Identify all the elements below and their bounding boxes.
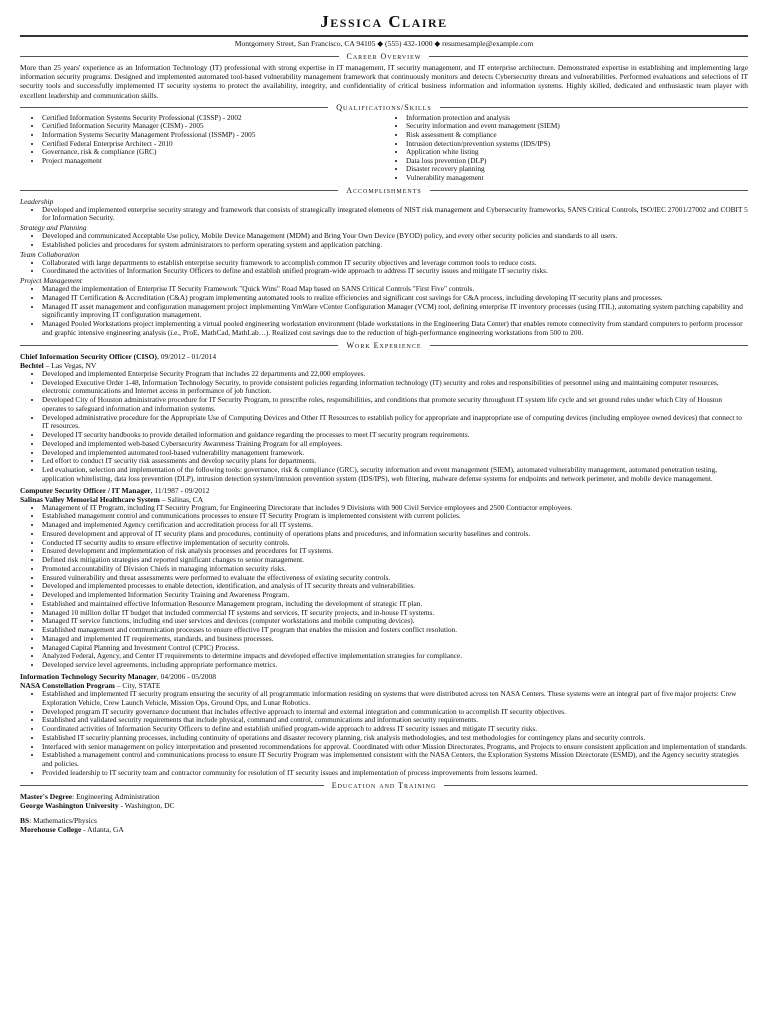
skill-item: • Information Systems Security Management Professional (ISSMP) - 2005	[42, 131, 384, 140]
job-title-line	[20, 486, 748, 495]
accomplishment-item: • Developed and communicated Acceptable Use policy, Mobile Device Management (MDM) and Bring Your Own Device (BYOD) policy, and every other security policies and standards to all users.	[42, 232, 748, 241]
skills-columns	[20, 114, 748, 183]
job-bullet: • Developed City of Houston administrative procedure for IT Security Program, to prescribe roles, responsibilities, and conditions that promote security throughout IT system life cycle and set ground rules under which City of Houston operates to safeguard information and information systems.	[42, 396, 748, 414]
job-title-line	[20, 352, 748, 361]
school-line	[20, 801, 748, 810]
accomplishment-item: • Managed the implementation of Enterprise IT Security Framework "Quick Wins" Road Map based on SANS Critical Controls "First Five" controls.	[42, 285, 748, 294]
accomplishment-item: • Managed Pooled Workstations project implementing a virtual pooled engineering workstation environment (blade workstations in the Engineering Data Center) that enables remote connectivity from standard computers to perform processor and graphic intensive engineering analysis (i.e., ProE, MathCad, MathLab…). Realized cost savings due to the reduction of high-performance engineering workstations from 500 to 200.	[42, 320, 748, 338]
job-title: Chief Information Security Officer (CISO)	[20, 351, 157, 361]
phone: (555) 432-1000	[385, 39, 433, 48]
skill-item: • Governance, risk & compliance (GRC)	[42, 148, 384, 157]
job-bullet: • Developed service level agreements, including appropriate performance metrics.	[42, 661, 748, 670]
accomplishment-category: Strategy and Planning	[20, 223, 87, 233]
skill-item: • Certified Information Systems Security Professional (CISSP) - 2002	[42, 114, 384, 123]
degree-label: Master's Degree	[20, 791, 73, 801]
job-bullet: • Ensured vulnerability and threat assessments were performed to evaluate the effectiveness of existing security controls.	[42, 574, 748, 583]
job-bullet: • Defined risk mitigation strategies and reported significant changes to senior management.	[42, 556, 748, 565]
job-title: Information Technology Security Manager	[20, 671, 157, 681]
job-bullet: • Developed and implemented Information Security Training and Awareness Program.	[42, 591, 748, 600]
accomplishment-item: • Coordinated the activities of Information Security Officers to define and establish unified program-wide approach to address IT security issues and mitigate IT security risks.	[42, 267, 748, 276]
accomplishment-category: Leadership	[20, 196, 54, 206]
degree-field: : Engineering Administration	[72, 791, 160, 801]
job-title-line	[20, 672, 748, 681]
degree-label: BS	[20, 816, 30, 826]
job-title: Computer Security Officer / IT Manager	[20, 485, 151, 495]
job-bullet: • Managed 10 million dollar IT budget that included commercial IT systems and services, IT security projects, and in-house IT systems.	[42, 609, 748, 618]
job-bullet: • Conducted IT security audits to ensure effective implementation of security controls.	[42, 539, 748, 548]
email: resumesample@example.com	[442, 39, 534, 48]
job-bullet: • Developed Executive Order 1-48, Information Technology Security, to provide consistent policies regarding information technology (IT) security and roles and responsibilities of personnel using and maintaining computer resources, electronic communications and Internet access in performance of job function.	[42, 379, 748, 397]
skill-item: • Project management	[42, 157, 384, 166]
accomplishment-item: • Managed IT asset management and configuration management project implementing VmWare vCenter Configuration Manager (VCM) tool, defining enterprise IT inventory processes (using ITIL), automating system patching capability and significantly improving IT configuration management.	[42, 303, 748, 321]
job-bullet: • Developed and implemented automated tool-based vulnerability management framework.	[42, 449, 748, 458]
job-bullet: • Led evaluation, selection and implementation of the following tools: governance, risk & compliance (GRC), security information and event management (SIEM), automated vulnerability management, automated penetration testing, application whitelisting, data loss prevention (DLP), intrusion detection system/intrusion prevention system (IDS/IPS), web filtering, malware defense systems for endpoints and network perimeter, and mobile device management.	[42, 466, 748, 484]
degree-line	[20, 816, 748, 825]
job-bullet-list	[20, 370, 748, 484]
accomplishment-category: Project Management	[20, 276, 82, 286]
job-bullet: • Established IT security planning processes, including continuity of operations and disaster recovery planning, risk analysis methodologies, and test methodologies for contingency plans and security controls.	[42, 734, 748, 743]
school-name: Morehouse College	[20, 825, 82, 835]
address: Montgomery Street, San Francisco, CA 94105	[234, 39, 376, 48]
skill-item: • Intrusion detection/prevention systems (IDS/IPS)	[406, 140, 748, 149]
job-bullet: • Analyzed Federal, Agency, and Center IT requirements to determine impacts and developed effective implementation strategies for compliance.	[42, 652, 748, 661]
job-bullet: • Established a management control and communications process to ensure IT Security Program was implemented consistent with the NASA Centers, the Exploration Systems Mission Directorate (ESMD), and the Agency security strategies and policies.	[42, 751, 748, 769]
job-bullet: • Managed IT service functions, including end user services and devices (computer workstations and mobile computing devices).	[42, 617, 748, 626]
job-bullet: • Developed and implemented processes to enable detection, identification, and analysis of IT security threats and vulnerabilities.	[42, 582, 748, 591]
job-bullet-list	[20, 504, 748, 670]
job-bullet: • Led effort to conduct IT security risk assessments and develop security plans for departments.	[42, 457, 748, 466]
job-bullet: • Managed and implemented Agency certification and accreditation process for all IT systems.	[42, 521, 748, 530]
accomplishment-item: • Developed and implemented enterprise security strategy and framework that consists of strategically integrated elements of NIST risk management and Cybersecurity frameworks, SANS Critical Controls, ISO/IEC 27001/27002 and COBIT 5 for Information Security.	[42, 206, 748, 224]
job-dates: , 11/1987 - 09/2012	[150, 485, 210, 495]
job-bullet-list	[20, 690, 748, 778]
job-bullet: • Managed Capital Planning and Investment Control (CPIC) Process.	[42, 644, 748, 653]
accomplishment-item: • Managed IT Certification & Accreditation (C&A) program implementing automated tools to realize efficiencies and significant cost savings for C&A process, including developing IT security plans and processes.	[42, 294, 748, 303]
job-bullet: • Established management control and communications processes to ensure IT Security Program is implemented consistent with current policies.	[42, 512, 748, 521]
skill-item: • Security information and event management (SIEM)	[406, 122, 748, 131]
job-bullet: • Interfaced with senior management on policy interpretation and presented recommendations for approval. Coordinated with other Mission Directorates, Programs, and Projects to ensure consistent application and implementation of standards.	[42, 743, 748, 752]
skill-item: • Disaster recovery planning	[406, 165, 748, 174]
section-header-experience: Work Experience	[20, 341, 748, 350]
school-line	[20, 825, 748, 834]
employer-name: NASA Constellation Program	[20, 681, 115, 691]
candidate-name: Jessica Claire	[320, 12, 448, 31]
job-bullet: • Coordinated activities of Information Security Officers to define and establish unified program-wide approach to address IT security issues and mitigate IT security risks.	[42, 725, 748, 734]
skill-item: • Vulnerability management	[406, 174, 748, 183]
skill-item: • Data loss prevention (DLP)	[406, 157, 748, 166]
accomplishment-list	[20, 232, 748, 250]
skills-left-list	[20, 114, 384, 183]
job-bullet: • Developed and implemented web-based Cybersecurity Awareness Training Program for all employees.	[42, 440, 748, 449]
job-bullet: • Established and maintained effective Information Resource Management program, including the development of strategic IT plan.	[42, 600, 748, 609]
job-bullet: • Developed program IT security governance document that includes effective approach to internal and external integration and communication to accomplish IT security objectives.	[42, 708, 748, 717]
header-rule	[20, 35, 748, 37]
skill-item: • Certified Federal Enterprise Architect - 2010	[42, 140, 384, 149]
job-bullet: • Provided leadership to IT security team and contractor community for resolution of IT security issues and implementation of process improvements from lessons learned.	[42, 769, 748, 778]
skill-item: • Application white listing	[406, 148, 748, 157]
job-bullet: • Established management and communication processes to ensure effective IT program that enables the mission and fosters conflict resolution.	[42, 626, 748, 635]
job-bullet: • Established and implemented IT security program ensuring the security of all programmatic information residing on systems that were distributed across ten NASA Centers. These systems were an integral part of five major projects: Crew Exploration Vehicle, Crew Launch Vehicle, Mission Ops, Ground Ops, and Lunar Robotics.	[42, 690, 748, 708]
section-header-education: Education and Training	[20, 781, 748, 790]
degree-field: : Mathematics/Physics	[29, 816, 97, 826]
skill-item: • Certified Information Security Manager (CISM) - 2005	[42, 122, 384, 131]
school-location: - Washington, DC	[118, 800, 175, 810]
job-bullet: • Promoted accountability of Division Chiefs in managing information security risks.	[42, 565, 748, 574]
section-header-overview: Career Overview	[20, 52, 748, 61]
accomplishment-item: • Established policies and procedures for system administrators to perform operating system and application patching.	[42, 241, 748, 250]
career-overview-text: More than 25 years' experience as an Information Technology (IT) professional with strong expertise in IT management, IT security management, and IT enterprise architecture. Demonstrated expertise in establishing and implementing large information security programs. Designed and implemented automated tool-based vulnerability management framework that continuously monitors and detects Cybersecurity threats and vulnerabilities. Performed evaluations and selections of IT security tools and successfully implemented IT security systems to protect the availability, integrity, and confidentiality of critical business information and information systems. Highly skilled, dedicated and enthusiastic team player with excellent leadership and communication skills.	[20, 63, 748, 100]
contact-separator: ◆	[434, 39, 441, 48]
job-bullet: • Ensured development and implementation of risk analysis processes and procedures for IT systems.	[42, 547, 748, 556]
education-block	[20, 792, 748, 835]
employer-location: – Las Vegas, NV	[43, 360, 97, 370]
school-location: - Atlanta, GA	[81, 825, 124, 835]
employer-name: Bechtel	[20, 360, 44, 370]
degree-line	[20, 792, 748, 801]
accomplishment-list	[20, 259, 748, 277]
job-dates: , 09/2012 - 01/2014	[156, 351, 217, 361]
accomplishment-list	[20, 285, 748, 338]
skill-item: • Risk assessment & compliance	[406, 131, 748, 140]
section-header-accomplishments: Accomplishments	[20, 186, 748, 195]
employer-location: – City, STATE	[114, 681, 161, 691]
section-header-skills: Qualifications/Skills	[20, 103, 748, 112]
accomplishments-block	[20, 197, 748, 338]
contact-separator: ◆	[377, 39, 384, 48]
accomplishment-item: • Collaborated with large departments to establish enterprise security framework to accomplish common IT security objectives and leverage common tools to reduce costs.	[42, 259, 748, 268]
resume-page	[20, 0, 748, 834]
skills-right-list	[384, 114, 748, 183]
job-bullet: • Developed and implemented Enterprise Security Program that includes 22 departments and 22,000 employees.	[42, 370, 748, 379]
accomplishment-list	[20, 206, 748, 224]
school-name: George Washington University	[20, 800, 119, 810]
job-bullet: • Developed IT security handbooks to provide detailed information and guidance regarding the processes to meet IT security program requirements.	[42, 431, 748, 440]
employer-name: Salinas Valley Memorial Healthcare System	[20, 494, 160, 504]
job-bullet: • Established and validated security requirements that include physical, command and control, communications and information security requirements.	[42, 716, 748, 725]
job-bullet: • Managed and implemented IT requirements, standards, and business processes.	[42, 635, 748, 644]
job-bullet: • Ensured development and approval of IT security plans and procedures, continuity of operations plans and procedures, and information security baselines and controls.	[42, 530, 748, 539]
job-bullet: • Developed administrative procedure for the Appropriate Use of Computing Devices and Other IT Resources to establish policy for appropriate and inappropriate use of computing devices (including employee owned devices) that connect to IT resources.	[42, 414, 748, 432]
employer-location: – Salinas, CA	[159, 494, 204, 504]
skill-item: • Information protection and analysis	[406, 114, 748, 123]
contact-line	[20, 39, 748, 49]
work-experience-block	[20, 352, 748, 778]
accomplishment-category: Team Collaboration	[20, 249, 80, 259]
job-dates: , 04/2006 - 05/2008	[156, 671, 217, 681]
job-bullet: • Management of IT Program, including IT Security Program, for Engineering Directorate that includes 9 Divisions with 900 Civil Service employees and 2500 Contractor employees.	[42, 504, 748, 513]
